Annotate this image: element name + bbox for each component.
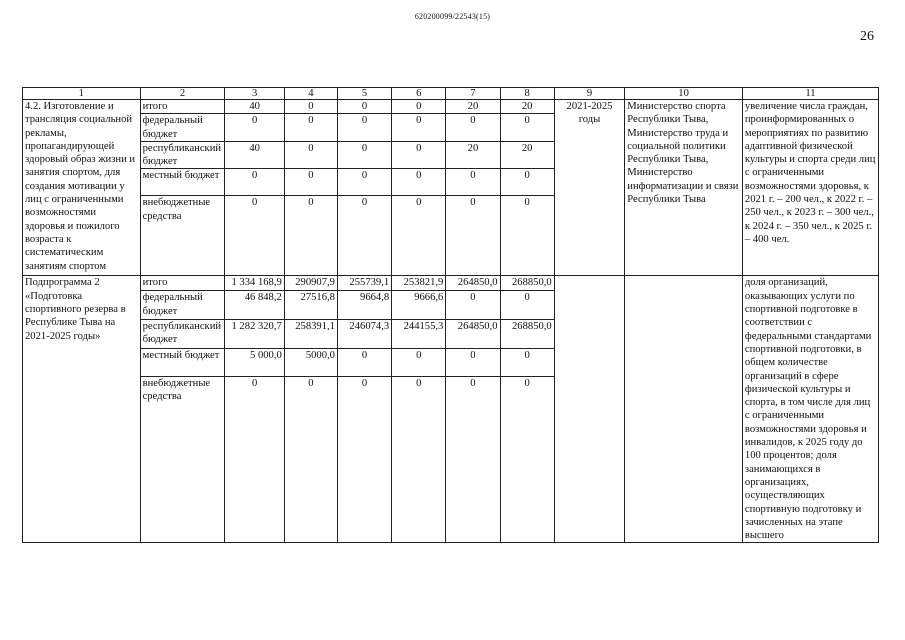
value-cell: 5 000,0 (225, 348, 284, 376)
value-cell: 0 (337, 169, 391, 196)
value-cell: 0 (446, 114, 500, 142)
funding-source: итого (140, 276, 225, 291)
funding-source: итого (140, 100, 225, 114)
period (554, 276, 625, 543)
value-cell: 258391,1 (284, 320, 337, 349)
value-cell: 0 (500, 196, 554, 276)
subprogram-name: Подпрограмма 2 «Подготовка спортивного резерва в Республике Тыва на 2021-2025 годы» (23, 276, 141, 543)
column-header: 6 (392, 88, 446, 100)
column-header: 4 (284, 88, 337, 100)
funding-source: федеральный бюджет (140, 291, 225, 320)
page-number: 26 (860, 29, 874, 44)
value-cell: 255739,1 (337, 276, 391, 291)
value-cell: 0 (337, 141, 391, 169)
value-cell: 253821,9 (392, 276, 446, 291)
value-cell: 0 (500, 114, 554, 142)
value-cell: 0 (225, 114, 284, 142)
period: 2021-2025 годы (554, 100, 625, 276)
table-row (23, 276, 879, 291)
expected-result: увеличение числа граждан, проинформированных о мероприятиях по развитию адаптивной физической культуры и спорта среди лиц с ограниченными возможностями здоровья, к 2021 г. – 200 чел., к 2022 г. – 250 чел., к 2023 г. – 300 чел., к 2024 г. – 350 чел., к 2025 г. – 400 чел. (742, 100, 878, 276)
value-cell: 0 (337, 196, 391, 276)
column-header: 2 (140, 88, 225, 100)
value-cell: 0 (392, 348, 446, 376)
value-cell: 0 (284, 196, 337, 276)
funding-source: местный бюджет (140, 348, 225, 376)
funding-source: республиканский бюджет (140, 320, 225, 349)
column-header: 1 (23, 88, 141, 100)
value-cell: 264850,0 (446, 320, 500, 349)
column-number-row (23, 88, 879, 100)
value-cell: 0 (500, 169, 554, 196)
column-header: 9 (554, 88, 625, 100)
value-cell: 20 (500, 141, 554, 169)
value-cell: 0 (392, 141, 446, 169)
value-cell: 40 (225, 100, 284, 114)
value-cell: 0 (284, 100, 337, 114)
value-cell: 268850,0 (500, 276, 554, 291)
value-cell: 0 (446, 348, 500, 376)
value-cell: 268850,0 (500, 320, 554, 349)
value-cell: 1 334 168,9 (225, 276, 284, 291)
value-cell: 0 (284, 141, 337, 169)
value-cell: 0 (392, 114, 446, 142)
funding-source: местный бюджет (140, 169, 225, 196)
value-cell: 0 (392, 196, 446, 276)
value-cell: 5000,0 (284, 348, 337, 376)
value-cell: 0 (500, 376, 554, 543)
value-cell: 20 (446, 100, 500, 114)
funding-source: внебюджетные средства (140, 376, 225, 543)
value-cell: 40 (225, 141, 284, 169)
funding-source: республиканский бюджет (140, 141, 225, 169)
value-cell: 0 (225, 376, 284, 543)
column-header: 11 (742, 88, 878, 100)
value-cell: 264850,0 (446, 276, 500, 291)
value-cell: 0 (337, 100, 391, 114)
value-cell: 0 (284, 114, 337, 142)
value-cell: 27516,8 (284, 291, 337, 320)
document-id: 620200099/22543(15) (414, 12, 491, 21)
value-cell: 0 (446, 376, 500, 543)
value-cell: 0 (392, 169, 446, 196)
value-cell: 0 (225, 169, 284, 196)
expected-result: доля организаций, оказывающих услуги по спортивной подготовке в соответствии с федеральными стандартами спортивной подготовки, в общем количестве организаций в сфере физической культуры и спорта, в том числе для лиц с ограниченными возможностями здоровья и инвалидов, к 2025 году до 100 процентов; доля занимающихся в организациях, осуществляющих спортивную подготовку и зачисленных на этапе высшего (742, 276, 878, 543)
value-cell: 0 (446, 196, 500, 276)
value-cell: 246074,3 (337, 320, 391, 349)
column-header: 5 (337, 88, 391, 100)
value-cell: 46 848,2 (225, 291, 284, 320)
value-cell: 0 (392, 376, 446, 543)
value-cell: 0 (446, 291, 500, 320)
budget-table (22, 87, 879, 543)
value-cell: 0 (446, 169, 500, 196)
value-cell: 20 (446, 141, 500, 169)
column-header: 3 (225, 88, 284, 100)
column-header: 10 (625, 88, 743, 100)
executors (625, 276, 743, 543)
funding-source: федеральный бюджет (140, 114, 225, 142)
activity-name: 4.2. Изготовление и трансляция социальной рекламы, пропагандирующей здоровый образ жизни и занятия спортом, для создания мотивации у лиц с ограниченными возможностями здоровья и пожилого возраста к систематическим занятиям спортом (23, 100, 141, 276)
value-cell: 290907,9 (284, 276, 337, 291)
value-cell: 0 (337, 348, 391, 376)
executors: Министерство спорта Республики Тыва, Министерство труда и социальной политики Республики Тыва, Министерство информатизации и связи Республики Тыва (625, 100, 743, 276)
value-cell: 0 (225, 196, 284, 276)
value-cell: 0 (500, 291, 554, 320)
value-cell: 0 (500, 348, 554, 376)
value-cell: 0 (392, 100, 446, 114)
table-row (23, 100, 879, 114)
column-header: 7 (446, 88, 500, 100)
value-cell: 244155,3 (392, 320, 446, 349)
value-cell: 0 (284, 169, 337, 196)
value-cell: 9666,6 (392, 291, 446, 320)
value-cell: 0 (337, 114, 391, 142)
value-cell: 0 (284, 376, 337, 543)
value-cell: 20 (500, 100, 554, 114)
value-cell: 9664,8 (337, 291, 391, 320)
funding-source: внебюджетные средства (140, 196, 225, 276)
column-header: 8 (500, 88, 554, 100)
value-cell: 0 (337, 376, 391, 543)
value-cell: 1 282 320,7 (225, 320, 284, 349)
